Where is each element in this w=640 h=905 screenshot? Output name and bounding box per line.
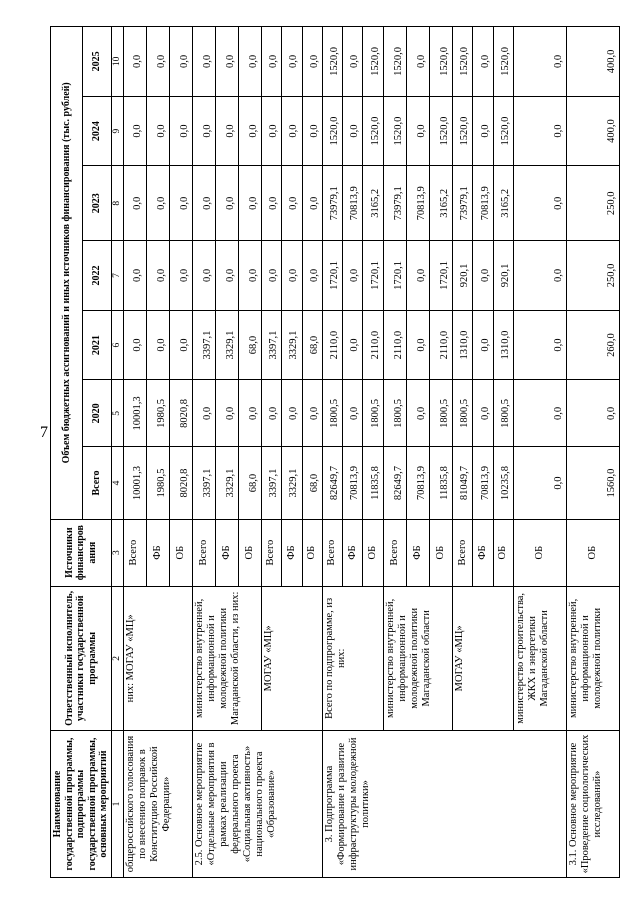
table-row xyxy=(322,27,342,878)
amount-cell: 10001,3 xyxy=(123,380,146,447)
header-year-cell: 2020 xyxy=(82,380,111,447)
source-cell: ОБ xyxy=(493,519,513,586)
amount-cell: 0,0 xyxy=(192,380,215,447)
amount-cell: 0,0 xyxy=(566,380,619,447)
amount-cell: 1520,0 xyxy=(322,27,342,97)
amount-cell: 3397,1 xyxy=(261,310,281,380)
amount-cell: 1800,5 xyxy=(383,380,406,447)
source-cell: Всего xyxy=(261,519,281,586)
amount-cell: 0,0 xyxy=(146,241,169,311)
source-cell: ОБ xyxy=(238,519,261,586)
header-responsible: Ответственный исполнитель, участники государственной программы xyxy=(51,586,112,730)
table-body xyxy=(123,27,620,878)
amount-cell: 0,0 xyxy=(146,27,169,97)
header-source: Источники финансиров ания xyxy=(51,519,112,586)
activity-name-cell: 3.1. Основное мероприятие «Проведение социологических исследований» xyxy=(566,731,619,878)
amount-cell: 1560,0 xyxy=(566,447,619,519)
source-cell: Всего xyxy=(192,519,215,586)
amount-cell: 1800,5 xyxy=(429,380,452,447)
amount-cell: 1520,0 xyxy=(452,27,472,97)
amount-cell: 0,0 xyxy=(282,241,302,311)
amount-cell: 0,0 xyxy=(302,166,322,241)
amount-cell: 0,0 xyxy=(282,166,302,241)
amount-cell: 0,0 xyxy=(238,96,261,166)
amount-cell: 0,0 xyxy=(215,166,238,241)
amount-cell: 0,0 xyxy=(238,27,261,97)
source-cell: ОБ xyxy=(513,519,566,586)
amount-cell: 0,0 xyxy=(123,310,146,380)
funding-table xyxy=(50,26,620,878)
rotated-table-container xyxy=(50,26,617,878)
source-cell: ФБ xyxy=(282,519,302,586)
amount-cell: 1520,0 xyxy=(452,96,472,166)
header-year-cell: 2022 xyxy=(82,241,111,311)
amount-cell: 82649,7 xyxy=(383,447,406,519)
activity-name-cell: общероссийского голосования по внесению поправок в Конституцию Российской Федерации» xyxy=(123,731,192,878)
amount-cell: 0,0 xyxy=(302,27,322,97)
column-number-cell: 7 xyxy=(111,241,123,311)
amount-cell: 0,0 xyxy=(192,27,215,97)
amount-cell: 2110,0 xyxy=(429,310,452,380)
amount-cell: 70813,9 xyxy=(406,166,429,241)
responsible-cell: министерство внутренней, информационной и молодежной политики Магаданской области, из них: xyxy=(192,586,261,730)
amount-cell: 68,0 xyxy=(302,447,322,519)
amount-cell: 0,0 xyxy=(406,380,429,447)
amount-cell: 1800,5 xyxy=(493,380,513,447)
amount-cell: 0,0 xyxy=(343,27,363,97)
amount-cell: 0,0 xyxy=(123,166,146,241)
activity-name-cell: 3. Подпрограмма «Формирование и развитие инфраструктуры молодежной политики» xyxy=(322,731,566,878)
source-cell: ФБ xyxy=(406,519,429,586)
header-year-cell: 2021 xyxy=(82,310,111,380)
amount-cell: 1980,5 xyxy=(146,447,169,519)
responsible-cell: министерство внутренней, информационной и молодежной политики Магаданской области xyxy=(383,586,452,730)
amount-cell: 3397,1 xyxy=(192,447,215,519)
amount-cell: 1520,0 xyxy=(322,96,342,166)
header-year-cell: 2024 xyxy=(82,96,111,166)
amount-cell: 1520,0 xyxy=(363,27,383,97)
amount-cell: 0,0 xyxy=(169,166,192,241)
source-cell: Всего xyxy=(383,519,406,586)
amount-cell: 0,0 xyxy=(406,96,429,166)
amount-cell: 0,0 xyxy=(343,96,363,166)
amount-cell: 0,0 xyxy=(406,310,429,380)
amount-cell: 0,0 xyxy=(473,27,493,97)
header-year-cell: 2025 xyxy=(82,27,111,97)
amount-cell: 0,0 xyxy=(513,241,566,311)
amount-cell: 0,0 xyxy=(473,96,493,166)
amount-cell: 250,0 xyxy=(566,241,619,311)
source-cell: ФБ xyxy=(215,519,238,586)
amount-cell: 3329,1 xyxy=(215,447,238,519)
amount-cell: 0,0 xyxy=(215,241,238,311)
column-number-cell: 4 xyxy=(111,447,123,519)
amount-cell: 1720,1 xyxy=(363,241,383,311)
amount-cell: 0,0 xyxy=(169,96,192,166)
table-row xyxy=(123,27,146,878)
amount-cell: 3329,1 xyxy=(282,447,302,519)
column-number-cell: 8 xyxy=(111,166,123,241)
amount-cell: 0,0 xyxy=(302,96,322,166)
amount-cell: 0,0 xyxy=(473,310,493,380)
amount-cell: 3165,2 xyxy=(429,166,452,241)
amount-cell: 0,0 xyxy=(513,310,566,380)
amount-cell: 260,0 xyxy=(566,310,619,380)
amount-cell: 0,0 xyxy=(261,96,281,166)
amount-cell: 1520,0 xyxy=(429,96,452,166)
amount-cell: 0,0 xyxy=(343,380,363,447)
responsible-cell: Всего по подпрограмме, из них: xyxy=(322,586,383,730)
amount-cell: 0,0 xyxy=(261,380,281,447)
column-number-cell: 6 xyxy=(111,310,123,380)
amount-cell: 1720,1 xyxy=(429,241,452,311)
column-number-cell: 2 xyxy=(111,586,123,730)
responsible-cell: министерство строительства, ЖКХ и энергетики Магаданской области xyxy=(513,586,566,730)
amount-cell: 11835,8 xyxy=(363,447,383,519)
responsible-cell: МОГАУ «МЦ» xyxy=(261,586,322,730)
amount-cell: 0,0 xyxy=(513,380,566,447)
amount-cell: 1520,0 xyxy=(383,27,406,97)
amount-cell: 0,0 xyxy=(282,380,302,447)
amount-cell: 0,0 xyxy=(146,96,169,166)
amount-cell: 1720,1 xyxy=(383,241,406,311)
responsible-cell: министерство внутренней, информационной и молодежной политики xyxy=(566,586,619,730)
amount-cell: 1520,0 xyxy=(493,96,513,166)
source-cell: Всего xyxy=(123,519,146,586)
amount-cell: 2110,0 xyxy=(383,310,406,380)
source-cell: ОБ xyxy=(302,519,322,586)
amount-cell: 400,0 xyxy=(566,27,619,97)
amount-cell: 0,0 xyxy=(146,166,169,241)
source-cell: ОБ xyxy=(429,519,452,586)
amount-cell: 1800,5 xyxy=(363,380,383,447)
activity-name-cell: 2.5. Основное мероприятие «Отдельные мероприятия в рамках реализации федерального проекта «Социальная активность» национального проекта «Образование» xyxy=(192,731,322,878)
column-number-cell: 9 xyxy=(111,96,123,166)
column-number-cell: 10 xyxy=(111,27,123,97)
header-year-cell: 2023 xyxy=(82,166,111,241)
amount-cell: 68,0 xyxy=(238,447,261,519)
amount-cell: 10235,8 xyxy=(493,447,513,519)
amount-cell: 0,0 xyxy=(169,310,192,380)
amount-cell: 82649,7 xyxy=(322,447,342,519)
amount-cell: 0,0 xyxy=(215,96,238,166)
source-cell: ФБ xyxy=(343,519,363,586)
column-number-cell: 3 xyxy=(111,519,123,586)
source-cell: ФБ xyxy=(473,519,493,586)
amount-cell: 8020,8 xyxy=(169,380,192,447)
amount-cell: 0,0 xyxy=(513,447,566,519)
amount-cell: 1520,0 xyxy=(383,96,406,166)
amount-cell: 81049,7 xyxy=(452,447,472,519)
responsible-cell: МОГАУ «МЦ» xyxy=(452,586,513,730)
amount-cell: 3397,1 xyxy=(192,310,215,380)
amount-cell: 1800,5 xyxy=(452,380,472,447)
amount-cell: 70813,9 xyxy=(343,166,363,241)
responsible-cell: них: МОГАУ «МЦ» xyxy=(123,586,192,730)
amount-cell: 3397,1 xyxy=(261,447,281,519)
amount-cell: 0,0 xyxy=(261,241,281,311)
amount-cell: 0,0 xyxy=(406,27,429,97)
amount-cell: 0,0 xyxy=(513,27,566,97)
amount-cell: 70813,9 xyxy=(473,166,493,241)
header-name: Наименование государственной программы, подпрограммы государственной программы, основных мероприятий xyxy=(51,731,112,878)
amount-cell: 0,0 xyxy=(215,27,238,97)
amount-cell: 0,0 xyxy=(282,27,302,97)
amount-cell: 0,0 xyxy=(343,310,363,380)
amount-cell: 3165,2 xyxy=(363,166,383,241)
amount-cell: 0,0 xyxy=(238,380,261,447)
amount-cell: 0,0 xyxy=(192,166,215,241)
amount-cell: 0,0 xyxy=(473,380,493,447)
amount-cell: 0,0 xyxy=(146,310,169,380)
amount-cell: 1980,5 xyxy=(146,380,169,447)
table-row xyxy=(192,27,215,878)
amount-cell: 73979,1 xyxy=(452,166,472,241)
amount-cell: 10001,3 xyxy=(123,447,146,519)
amount-cell: 400,0 xyxy=(566,96,619,166)
table-row xyxy=(566,27,619,878)
column-number-cell: 5 xyxy=(111,380,123,447)
amount-cell: 73979,1 xyxy=(383,166,406,241)
amount-cell: 0,0 xyxy=(513,166,566,241)
column-number-cell: 1 xyxy=(111,731,123,878)
amount-cell: 0,0 xyxy=(169,27,192,97)
amount-cell: 0,0 xyxy=(123,27,146,97)
amount-cell: 3329,1 xyxy=(215,310,238,380)
amount-cell: 0,0 xyxy=(192,96,215,166)
source-cell: ОБ xyxy=(363,519,383,586)
source-cell: ОБ xyxy=(169,519,192,586)
header-year-cell: Всего xyxy=(82,447,111,519)
amount-cell: 0,0 xyxy=(343,241,363,311)
amount-cell: 0,0 xyxy=(406,241,429,311)
amount-cell: 3165,2 xyxy=(493,166,513,241)
amount-cell: 0,0 xyxy=(123,241,146,311)
header-funding: Объем бюджетных ассигнований и иных источников финансирования (тыс. рублей) xyxy=(51,27,83,520)
amount-cell: 1310,0 xyxy=(493,310,513,380)
amount-cell: 0,0 xyxy=(215,380,238,447)
amount-cell: 0,0 xyxy=(238,166,261,241)
source-cell: ФБ xyxy=(146,519,169,586)
amount-cell: 0,0 xyxy=(238,241,261,311)
amount-cell: 68,0 xyxy=(302,310,322,380)
page-number: 7 xyxy=(40,424,48,441)
amount-cell: 0,0 xyxy=(169,241,192,311)
amount-cell: 250,0 xyxy=(566,166,619,241)
amount-cell: 920,1 xyxy=(493,241,513,311)
amount-cell: 0,0 xyxy=(302,380,322,447)
amount-cell: 0,0 xyxy=(123,96,146,166)
amount-cell: 68,0 xyxy=(238,310,261,380)
amount-cell: 1310,0 xyxy=(452,310,472,380)
column-numbers-row xyxy=(111,27,123,878)
amount-cell: 2110,0 xyxy=(322,310,342,380)
amount-cell: 2110,0 xyxy=(363,310,383,380)
source-cell: ОБ xyxy=(566,519,619,586)
amount-cell: 1720,1 xyxy=(322,241,342,311)
amount-cell: 70813,9 xyxy=(406,447,429,519)
amount-cell: 1520,0 xyxy=(493,27,513,97)
amount-cell: 0,0 xyxy=(261,166,281,241)
amount-cell: 0,0 xyxy=(473,241,493,311)
amount-cell: 0,0 xyxy=(261,27,281,97)
amount-cell: 1800,5 xyxy=(322,380,342,447)
amount-cell: 1520,0 xyxy=(429,27,452,97)
amount-cell: 70813,9 xyxy=(473,447,493,519)
amount-cell: 920,1 xyxy=(452,241,472,311)
amount-cell: 0,0 xyxy=(192,241,215,311)
amount-cell: 3329,1 xyxy=(282,310,302,380)
amount-cell: 11835,8 xyxy=(429,447,452,519)
amount-cell: 8020,8 xyxy=(169,447,192,519)
amount-cell: 0,0 xyxy=(513,96,566,166)
amount-cell: 73979,1 xyxy=(322,166,342,241)
source-cell: Всего xyxy=(452,519,472,586)
amount-cell: 0,0 xyxy=(302,241,322,311)
amount-cell: 0,0 xyxy=(282,96,302,166)
source-cell: Всего xyxy=(322,519,342,586)
amount-cell: 70813,9 xyxy=(343,447,363,519)
amount-cell: 1520,0 xyxy=(363,96,383,166)
